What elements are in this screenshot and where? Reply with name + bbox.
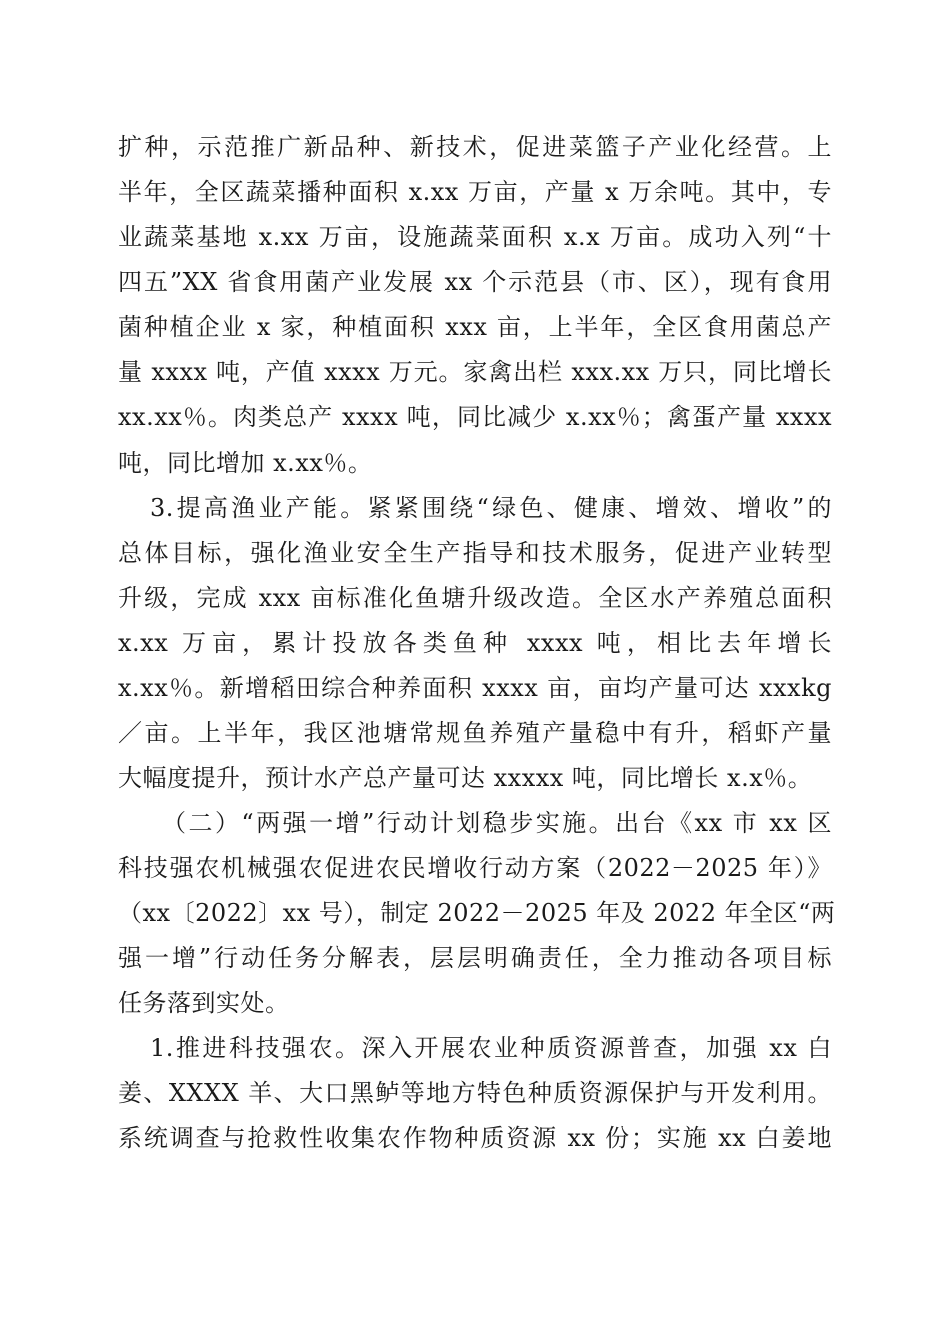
text-line: xx.xx％。肉类总产 xxxx 吨，同比减少 x.xx％；禽蛋产量 xxxx bbox=[118, 403, 832, 431]
section-heading-line: 3.提高渔业产能。紧紧围绕“绿色、健康、增效、增收”的 bbox=[150, 494, 832, 522]
text-line: 吨，同比增加 x.xx％。 bbox=[118, 449, 373, 477]
section-heading-line: 1.推进科技强农。深入开展农业种质资源普查，加强 xx 白 bbox=[150, 1034, 832, 1062]
text-line: （xx〔2022〕xx 号），制定 2022－2025 年及 2022 年全区“两 bbox=[118, 899, 836, 927]
text-line: 扩种，示范推广新品种、新技术，促进菜篮子产业化经营。上 bbox=[118, 133, 832, 161]
text-line: x.xx％。新增稻田综合种养面积 xxxx 亩，亩均产量可达 xxxkg bbox=[118, 674, 832, 702]
text-line: 半年，全区蔬菜播种面积 x.xx 万亩，产量 x 万余吨。其中，专 bbox=[118, 178, 832, 206]
section-heading-line: （二）“两强一增”行动计划稳步实施。出台《xx 市 xx 区 bbox=[162, 809, 832, 837]
text-line: 强一增”行动任务分解表，层层明确责任，全力推动各项目标 bbox=[118, 944, 832, 972]
text-line: 四五”XX 省食用菌产业发展 xx 个示范县（市、区），现有食用 bbox=[118, 268, 832, 296]
text-line: 总体目标，强化渔业安全生产指导和技术服务，促进产业转型 bbox=[118, 539, 832, 567]
text-line: 大幅度提升，预计水产总产量可达 xxxxx 吨，同比增长 x.x％。 bbox=[118, 764, 813, 792]
text-line: 业蔬菜基地 x.xx 万亩，设施蔬菜面积 x.x 万亩。成功入列“十 bbox=[118, 223, 832, 251]
text-line: 姜、XXXX 羊、大口黑鲈等地方特色种质资源保护与开发利用。 bbox=[118, 1079, 832, 1107]
text-line: 升级，完成 xxx 亩标准化鱼塘升级改造。全区水产养殖总面积 bbox=[118, 584, 832, 612]
text-line: 任务落到实处。 bbox=[118, 989, 290, 1017]
text-line: 量 xxxx 吨，产值 xxxx 万元。家禽出栏 xxx.xx 万只，同比增长 bbox=[118, 358, 832, 386]
text-line: x.xx 万亩，累计投放各类鱼种 xxxx 吨，相比去年增长 bbox=[118, 629, 832, 657]
text-line: ／亩。上半年，我区池塘常规鱼养殖产量稳中有升，稻虾产量 bbox=[118, 719, 832, 747]
text-line: 菌种植企业 x 家，种植面积 xxx 亩，上半年，全区食用菌总产 bbox=[118, 313, 832, 341]
text-line: 科技强农机械强农促进农民增收行动方案（2022－2025 年）》 bbox=[118, 854, 832, 882]
text-line: 系统调查与抢救性收集农作物种质资源 xx 份；实施 xx 白姜地 bbox=[118, 1124, 832, 1152]
